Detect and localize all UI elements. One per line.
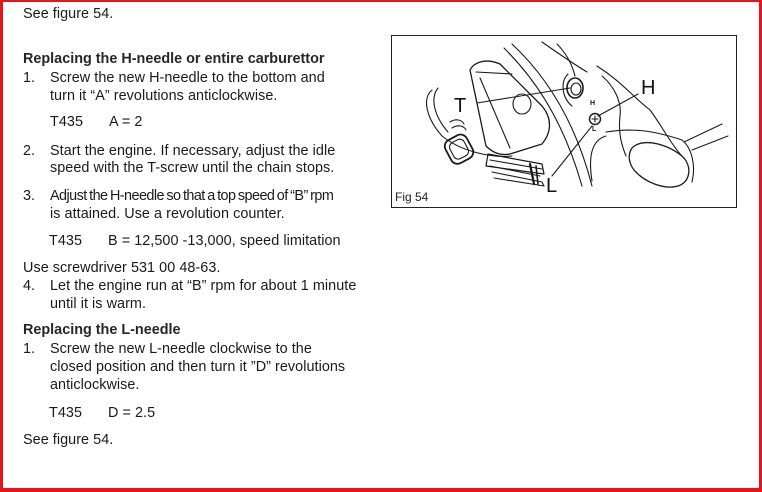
see-figure-ref-bottom: See figure 54. [23,432,114,448]
mark-h: H [590,100,596,107]
leader-line-l [552,126,592,176]
step-text-line: Let the engine run at “B” rpm for about 1 minute [50,278,357,294]
mark-l: L [592,126,597,133]
callout-l: L [546,175,558,197]
step-number: 2. [23,143,36,159]
spec-value: A = 2 [109,114,143,130]
step-number: 1. [23,341,36,357]
callout-t: T [454,95,467,117]
step-text-line: Adjust the H-needle so that a top speed of “B” rpm [50,188,334,204]
section-heading-h-needle: Replacing the H-needle or entire carburettor [23,51,325,67]
step-number: 4. [23,278,36,294]
step-text-line: closed position and then turn it ”D” revolutions [50,359,346,375]
step-text-line: turn it “A” revolutions anticlockwise. [50,88,278,104]
carburettor-illustration [392,36,738,209]
step-number: 1. [23,70,36,86]
spec-model: T435 [49,233,83,249]
see-figure-ref-top: See figure 54. [23,6,114,22]
step-text-line: until it is warm. [50,296,147,312]
step-text-line: Screw the new L-needle clockwise to the [50,341,312,357]
tool-note: Use screwdriver 531 00 48-63. [23,260,221,276]
callout-h: H [641,77,656,99]
section-heading-l-needle: Replacing the L-needle [23,322,181,338]
step-text-line: speed with the T-screw until the chain stops. [50,160,335,176]
figure-54 [391,35,737,208]
spec-model: T435 [49,405,83,421]
leader-line-t [477,88,570,103]
spec-model: T435 [50,114,84,130]
spec-value: B = 12,500 -13,000, speed limitation [108,233,341,249]
step-text-line: anticlockwise. [50,377,140,393]
step-text-line: Screw the new H-needle to the bottom and [50,70,325,86]
step-text-line: is attained. Use a revolution counter. [50,206,285,222]
figure-caption: Fig 54 [395,190,429,204]
step-text-line: Start the engine. If necessary, adjust the idle [50,143,336,159]
spec-value: D = 2.5 [108,405,156,421]
step-number: 3. [23,188,36,204]
